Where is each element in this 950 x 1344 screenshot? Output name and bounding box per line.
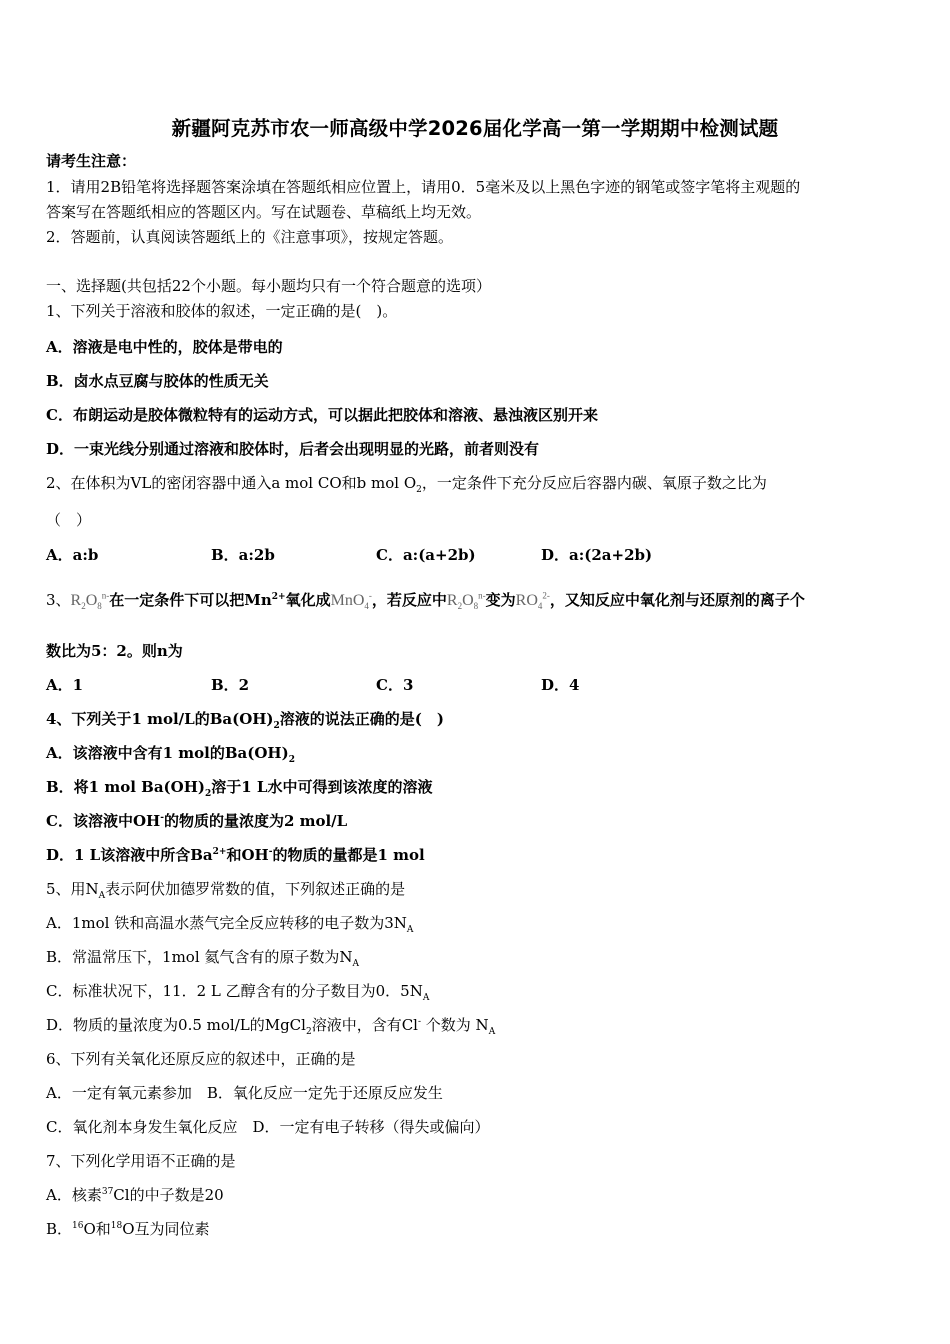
q2-paren: （ ） bbox=[46, 511, 92, 529]
q1-stem: 1、下列关于溶液和胶体的叙述，一定正确的是( )。 bbox=[46, 302, 398, 320]
notice-item-1a: 1．请用2B铅笔将选择题答案涂填在答题纸相应位置上，请用0．5毫米及以上黑色字迹的钢笔或签字笔将主观题的 bbox=[46, 178, 801, 196]
section-heading: 一、选择题(共包括22个小题。每小题均只有一个符合题意的选项） bbox=[46, 277, 491, 295]
q6-options-cd: C．氧化剂本身发生氧化反应 D．一定有电子转移（得失或偏向） bbox=[46, 1118, 490, 1136]
mno4-ion: MnO$_4$- bbox=[330, 590, 372, 612]
q2-option-c: C．a:(a+2b) bbox=[376, 546, 476, 564]
q1-option-b: B．卤水点豆腐与胶体的性质无关 bbox=[46, 372, 269, 390]
r2o8-ion-2: $R_2O_8^{n-}$ bbox=[446, 590, 486, 612]
q5-option-a: A．1mol 铁和高温水蒸气完全反应转移的电子数为$3N_A$ bbox=[46, 914, 414, 935]
q2-option-d: D．a:(2a+2b) bbox=[541, 546, 653, 564]
q1-option-a: A．溶液是电中性的，胶体是带电的 bbox=[46, 338, 283, 356]
notice-item-1b: 答案写在答题纸相应的答题区内。写在试题卷、草稿纸上均无效。 bbox=[46, 203, 482, 221]
q4-option-b: B．将1 mol $Ba(OH)_2$溶于1 L水中可得到该浓度的溶液 bbox=[46, 778, 433, 799]
q3-stem-cont: 数比为5：2。则n为 bbox=[46, 642, 183, 660]
q3-option-d: D．4 bbox=[541, 676, 580, 694]
notice-heading: 请考生注意： bbox=[46, 152, 137, 170]
q4-stem: 4、下列关于1 mol/L的$Ba(OH)_2$溶液的说法正确的是( ) bbox=[46, 710, 444, 731]
ro4-ion: $RO_4^{2-}$ bbox=[515, 590, 550, 612]
q2-option-a: A．a:b bbox=[46, 546, 99, 564]
q7-stem: 7、下列化学用语不正确的是 bbox=[46, 1152, 236, 1170]
q5-option-b: B．常温常压下，1mol 氦气含有的原子数为$N_A$ bbox=[46, 948, 360, 969]
q2-option-b: B．a:2b bbox=[211, 546, 275, 564]
page-title: 新疆阿克苏市农一师高级中学2026届化学高一第一学期期中检测试题 bbox=[171, 117, 779, 140]
q1-option-c: C．布朗运动是胶体微粒特有的运动方式，可以据此把胶体和溶液、悬浊液区别开来 bbox=[46, 406, 598, 424]
q3-option-c: C．3 bbox=[376, 676, 414, 694]
q3-stem: 3、$R_2O_8^{n-}$在一定条件下可以把$Mn^{2+}$氧化成MnO$_4$-，若反应中$R_2O_8^{n-}$变为$RO_4^{2-}$，又知反应中氧化剂与还原剂的离子个 bbox=[46, 590, 805, 612]
q7-option-b: B．$^{16}$O和$^{18}$O互为同位素 bbox=[46, 1220, 210, 1238]
q6-options-ab: A．一定有氧元素参加 B．氧化反应一定先于还原反应发生 bbox=[46, 1084, 443, 1102]
q4-option-c: C．该溶液中OH-的物质的量浓度为2 mol/L bbox=[46, 812, 348, 830]
q2-options bbox=[46, 545, 706, 565]
q5-stem: 5、用$N_A$表示阿伏加德罗常数的值，下列叙述正确的是 bbox=[46, 880, 406, 901]
q2-stem: 2、在体积为VL的密闭容器中通入a mol CO和b mol $O_2$，一定条件下充分反应后容器内碳、氧原子数之比为 bbox=[46, 474, 767, 495]
q4-option-d: D．1 L该溶液中所含$Ba^{2+}$和OH-的物质的量都是1 mol bbox=[46, 846, 425, 864]
q5-option-c: C．标准状况下，11．2 L 乙醇含有的分子数目为0．$5N_A$ bbox=[46, 982, 430, 1003]
q6-stem: 6、下列有关氧化还原反应的叙述中，正确的是 bbox=[46, 1050, 356, 1068]
q5-option-d: D．物质的量浓度为0.5 mol/L的MgCl$_2$溶液中，含有Cl- 个数为 $N_A$ bbox=[46, 1016, 496, 1037]
q3-options bbox=[46, 675, 706, 695]
r2o8-ion: $R_2O_8^{n-}$ bbox=[70, 590, 110, 612]
q3-option-a: A．1 bbox=[46, 676, 84, 694]
q7-option-a: A．核素$^{37}$Cl的中子数是20 bbox=[46, 1186, 224, 1204]
q3-option-b: B．2 bbox=[211, 676, 250, 694]
notice-item-2: 2．答题前，认真阅读答题纸上的《注意事项》，按规定答题。 bbox=[46, 228, 454, 246]
q1-option-d: D．一束光线分别通过溶液和胶体时，后者会出现明显的光路，前者则没有 bbox=[46, 440, 540, 458]
q4-option-a: A．该溶液中含有1 mol的$Ba(OH)_2$ bbox=[46, 744, 295, 765]
